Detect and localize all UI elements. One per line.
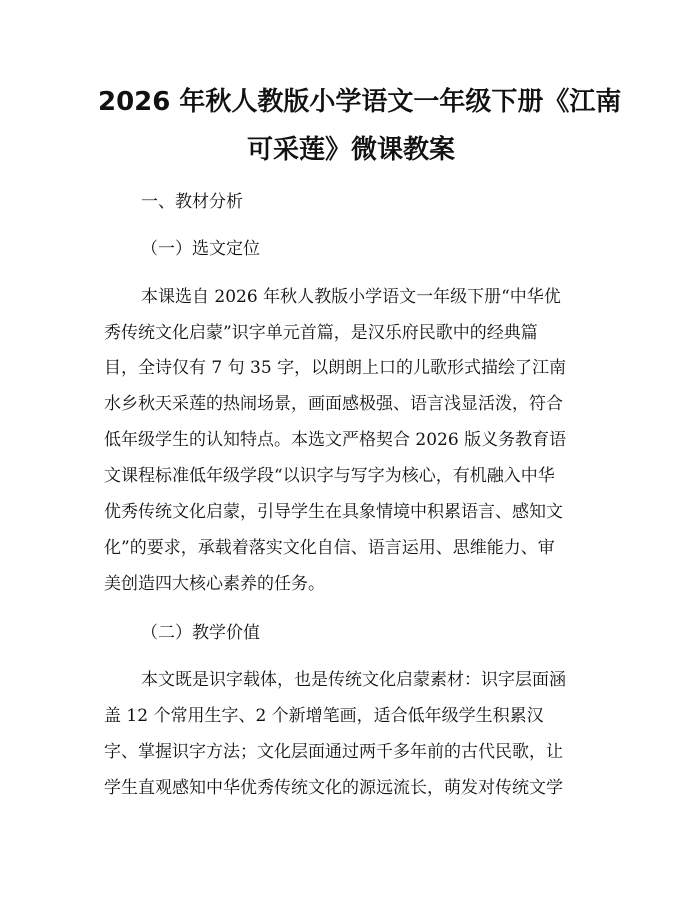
paragraph-line: 盖 12 个常用生字、2 个新增笔画，适合低年级学生积累汉 [104, 706, 544, 726]
paragraph-line: 秀传统文化启蒙”识字单元首篇，是汉乐府民歌中的经典篇 [104, 323, 538, 343]
subsection-heading-text-positioning: （一）选文定位 [141, 239, 260, 259]
paragraph-line: 目，全诗仅有 7 句 35 字，以朗朗上口的儿歌形式描绘了江南 [104, 358, 567, 378]
paragraph-line: 字、掌握识字方法；文化层面通过两千多年前的古代民歌，让 [104, 742, 563, 762]
subsection-heading-teaching-value: （二）教学价值 [141, 623, 260, 643]
paragraph-line: 低年级学生的认知特点。本选文严格契合 2026 版义务教育语 [104, 430, 567, 450]
paragraph-line: 学生直观感知中华优秀传统文化的源远流长，萌发对传统文学 [104, 778, 563, 798]
document-title-line-2: 可采莲》微课教案 [246, 135, 455, 165]
section-heading-textbook-analysis: 一、教材分析 [141, 192, 243, 212]
paragraph-line: 化”的要求，承载着落实文化自信、语言运用、思维能力、审 [104, 538, 555, 558]
document-title-line-1: 2026 年秋人教版小学语文一年级下册《江南 [98, 87, 622, 117]
paragraph-line: 本课选自 2026 年秋人教版小学语文一年级下册“中华优 [141, 287, 561, 307]
paragraph-line: 美创造四大核心素养的任务。 [104, 574, 325, 594]
paragraph-line: 文课程标准低年级学段“以识字与写字为核心，有机融入中华 [104, 466, 555, 486]
paragraph-line: 优秀传统文化启蒙，引导学生在具象情境中积累语言、感知文 [104, 502, 563, 522]
paragraph-line: 本文既是识字载体，也是传统文化启蒙素材：识字层面涵 [141, 670, 566, 690]
paragraph-line: 水乡秋天采莲的热闹场景，画面感极强、语言浅显活泼，符合 [104, 394, 563, 414]
